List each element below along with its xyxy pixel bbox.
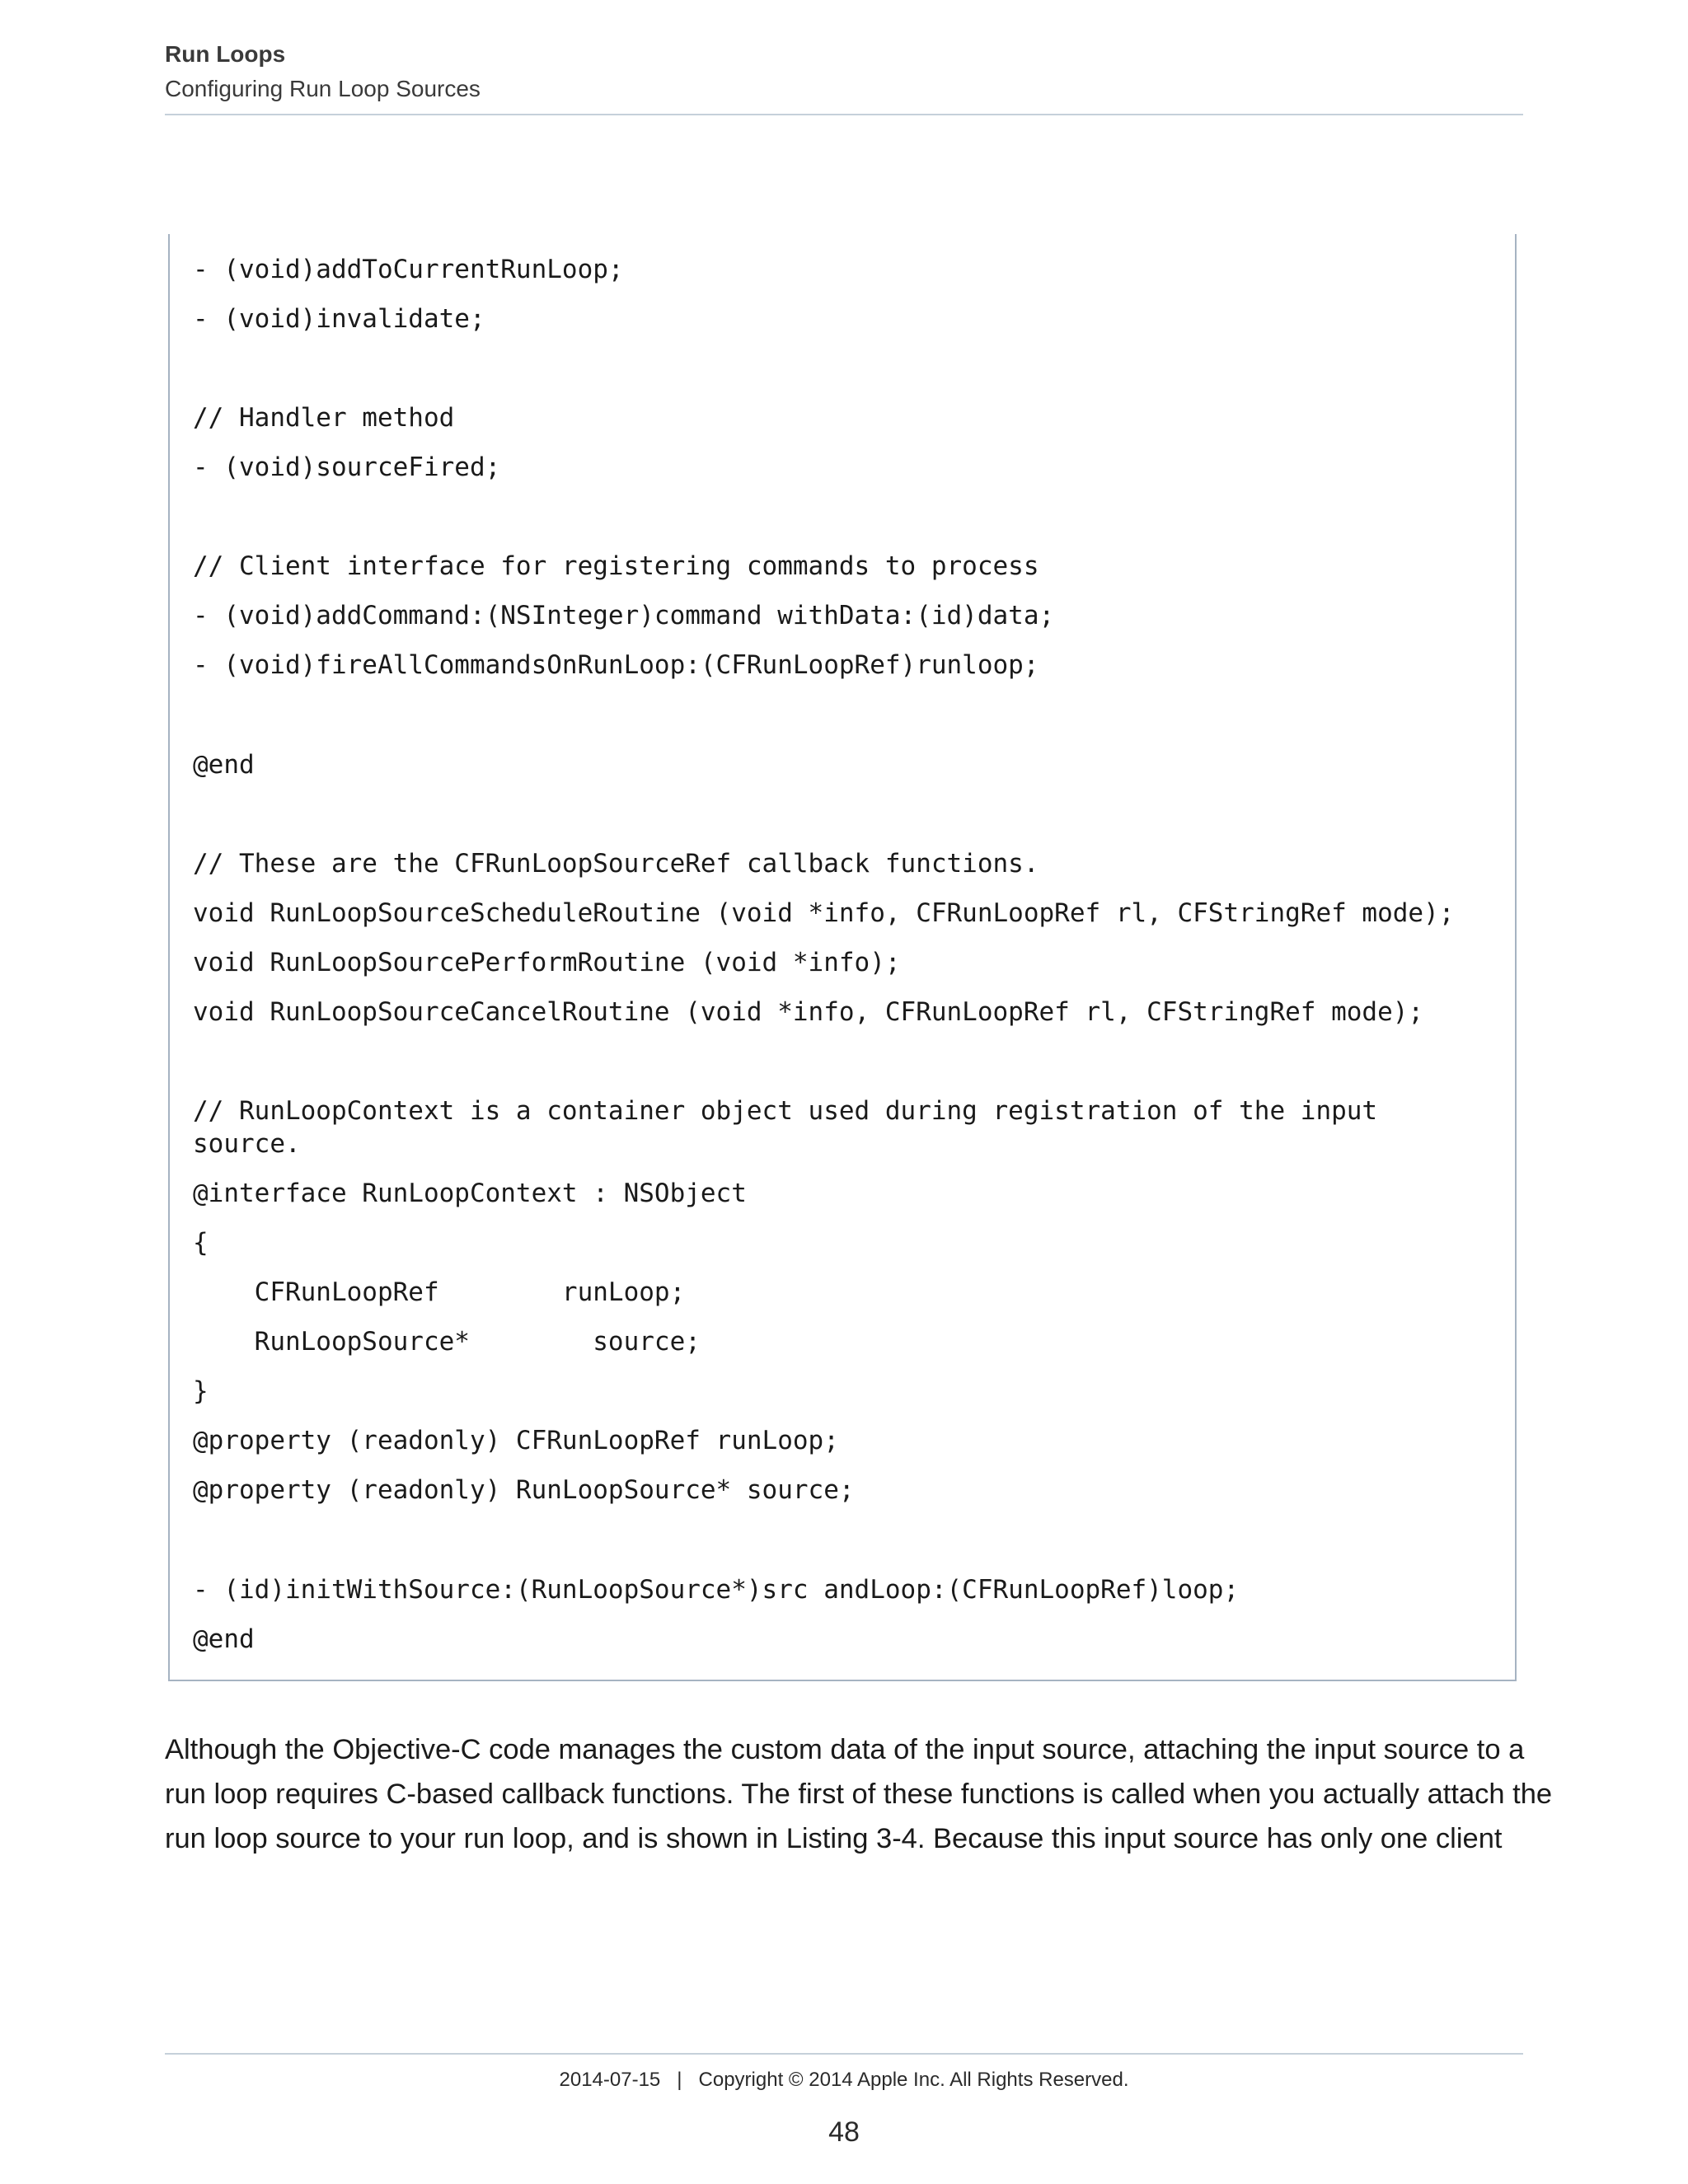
code-line: void RunLoopSourceCancelRoutine (void *info, CFRunLoopRef rl, CFStringRef mode); [193, 997, 1424, 1027]
page-footer [0, 2067, 1688, 2093]
code-line: - (void)addCommand:(NSInteger)command withData:(id)data; [193, 601, 1055, 630]
code-line: - (void)addToCurrentRunLoop; [193, 255, 624, 284]
footer-copyright: Copyright © 2014 Apple Inc. All Rights Reserved. [698, 2069, 1129, 2091]
footer-separator: | [677, 2069, 682, 2091]
paragraph-line: run loop requires C-based callback functions. The first of these functions is called when you actually attach the [165, 1779, 1553, 1810]
paragraph-line: run loop source to your run loop, and is shown in Listing 3-4. Because this input source has only one client [165, 1823, 1503, 1854]
body-paragraph [165, 1727, 1553, 1861]
code-line: @end [193, 1624, 255, 1654]
code-comment: // RunLoopContext is a container object used during registration of the input [193, 1096, 1378, 1126]
footer-rule [165, 2053, 1523, 2055]
code-line: RunLoopSource* source; [193, 1327, 701, 1357]
code-comment: // Handler method [193, 403, 455, 433]
code-line: CFRunLoopRef runLoop; [193, 1277, 686, 1307]
code-line: void RunLoopSourcePerformRoutine (void *info); [193, 948, 901, 977]
code-line: { [193, 1228, 209, 1258]
code-line: } [193, 1376, 209, 1406]
code-line: void RunLoopSourceScheduleRoutine (void *info, CFRunLoopRef rl, CFStringRef mode); [193, 898, 1455, 928]
footer-date: 2014-07-15 [559, 2069, 661, 2091]
code-line: - (void)fireAllCommandsOnRunLoop:(CFRunLoopRef)runloop; [193, 650, 1039, 680]
code-comment: // These are the CFRunLoopSourceRef callback functions. [193, 849, 1039, 879]
code-line: @interface RunLoopContext : NSObject [193, 1179, 747, 1208]
code-line: @end [193, 750, 255, 780]
page-header [165, 40, 1523, 115]
code-line: @property (readonly) RunLoopSource* source; [193, 1475, 855, 1505]
code-listing [168, 234, 1517, 1681]
chapter-title: Run Loops [165, 41, 286, 67]
section-title: Configuring Run Loop Sources [165, 76, 481, 101]
code-line: @property (readonly) CFRunLoopRef runLoop; [193, 1426, 839, 1455]
paragraph-line: Although the Objective-C code manages the custom data of the input source, attaching the input source to a [165, 1734, 1525, 1765]
code-line: - (void)sourceFired; [193, 452, 501, 482]
code-line: - (void)invalidate; [193, 304, 485, 334]
code-comment: source. [193, 1129, 301, 1159]
page-number: 48 [828, 2116, 860, 2148]
code-comment: // Client interface for registering commands to process [193, 551, 1039, 581]
code-line: - (id)initWithSource:(RunLoopSource*)src andLoop:(CFRunLoopRef)loop; [193, 1575, 1240, 1605]
